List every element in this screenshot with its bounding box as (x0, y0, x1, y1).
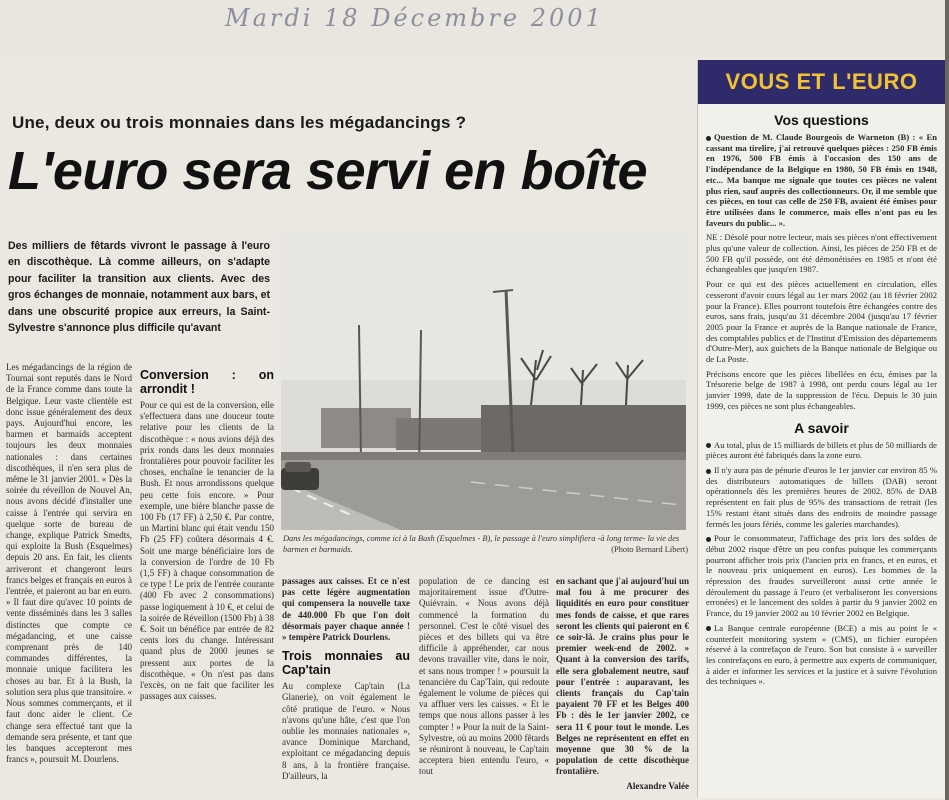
sidebar-vous-et-leuro (697, 60, 945, 798)
bullet-icon (706, 136, 711, 141)
article-kicker: Une, deux ou trois monnaies dans les mégadancings ? (12, 113, 467, 132)
column-1-text: Les mégadancings de la région de Tournai sont reputés dans le Nord de la France comme dans toute la Belgique. Leur vaste clientèle est donc issue généralement des deux pays. Aujourd'hui encore, les barmen et barmaids acceptent toujours les deux monnaies nationales : dans certaines discothèques, il n'en sera plus de même le 31 janvier 2001. « Dès la soirée du réveillon de Nouvel An, nous avons décidé d'installer une caisse à l'entrée qui servira en quelque sorte de bureau de change, explique Patrick Smedts, qui exploite la Bush (Esquelmes) depuis 20 ans. En fait, les clients arriveront et changeront leurs francs belges et français en euros à l'entrée, et paieront au bar en euro. » Il faut dire qu'avec 10 points de vente disséminés dans les 3 salles distinctes que compte ce mégadancing, et une caisse comprenant près de 140 commandes différentes, la monnaie unique facilitera les choses au bar. Et à la Bush, la solution sera plus que transitoire. « Nous sommes commerçants, et il faut donc aider le client. Ce change sera effectué tant que la demande sera présente, et tant que les banques accepteront mes francs », poursuit M. Dourlens. (6, 362, 132, 765)
asavoir-point (706, 623, 937, 687)
asavoir-point (706, 440, 937, 461)
asavoir-point-text: Pour le consommateur, l'affichage des prix lors des soldes de début 2002 risque d'être un peu confus puisque les commerçants pourront afficher trois prix (l'ancien prix en francs, et en euros, et le nouveau prix uniquement en euros). Les hommes de la répression des fraudes surveilleront aussi cette année le déroulement du passage à l'euro (et verbaliseront les conversions erronées) et le lancement des soldes à partir du 9 janvier 2002 en France, du 19 janvier 2002 au 10 février 2002 en Belgique. (706, 533, 937, 619)
article-photo (281, 230, 686, 530)
questions-body (698, 132, 945, 412)
subhead-conversion: Conversion : on arrondit ! (140, 368, 274, 396)
asavoir-point (706, 533, 937, 619)
sidebar-banner-title: VOUS ET L'EURO (725, 69, 918, 94)
article-column-4 (419, 576, 549, 800)
photo-credit: (Photo Bernard Libert) (611, 544, 688, 554)
caption-text: Dans les mégadancings, comme ici à la Bush (Esquelmes - B), le passage à l'euro simplifiera -à long terme- la vie des barmen et barmaids. (283, 534, 680, 554)
scan-edge (945, 0, 949, 800)
article-column-2 (140, 362, 274, 800)
asavoir-point-text: Il n'y aura pas de pénurie d'euros le 1er janvier car environ 85 % des distributeurs automatiques de billets (DAB) seront opérationnels dès les premières heures de 2002. 85% de DAB représentent en fait plus de 95% des transactions de retrait (les 15% restant étant situés dans des endroits de moindre passage fermés les jours fériés, comme les galeries marchandes). (706, 464, 937, 529)
asavoir-point (706, 465, 937, 529)
bullet-icon (706, 537, 711, 542)
column-3-text: passages aux caisses. Et ce n'est pas cette légère augmentation qui compensera la nouvelle taxe de 440.000 Fb que l'on doit désormais payer chaque année ! » tempère Patrick Dourlens. (282, 576, 410, 643)
bullet-icon (706, 469, 711, 474)
bullet-icon (706, 443, 711, 448)
article-lead: Des milliers de fêtards vivront le passage à l'euro en discothèque. Là comme ailleurs, on s'adapte pour faciliter la transition aux clients. Avec des gros échanges de monnaie, notamment aux bars, et dans une obscurité propice aux erreurs, la Saint-Sylvestre s'annonce plus difficile qu'avant (8, 240, 270, 335)
column-2-text: Pour ce qui est de la conversion, elle s'effectuera dans une douceur toute relative pour les clients de la discothèque : « nous avions déjà des prix ronds dans les deux monnaies frontalières pour pouvoir faciliter les choses, enchaîne le tenancier de la Bush. Et nous arrondissons quelque peu cette fois encore. » Pour exemple, une bière blanche passe de 100 Fb (17 FF) à 2,50 €. Par contre, un Martini blanc qui était vendu 150 Fb (25 FF) coûtera désormais 4 €. Soit une marge bénéficiaire lors de la conversion de l'ordre de 10 Fb (1,5 FF) à chaque consommation de ce type ! Le prix de l'entrée courante (400 Fb avec 2 consommations) passe logiquement à 10 €, et celui de la soirée de Réveillon (1500 Fb) à 38 €. Soit un bénéfice par entrée de 82 cents lors du change. Intéressant quand plus de 2000 jeunes se pressent aux portes de la discothèque. « On n'est pas dans l'excès, on ne fait que faciliter les passages aux caisses. (140, 400, 274, 702)
column-3b-text: Au complexe Cap'tain (La Glanerie), on voit également le côté pratique de l'euro. « Nous n'avons qu'une hâte, c'est que l'on oublie les monnaies nationales », avance Dominique Marchand, exploitant ce mégadancing depuis 8 ans, à la frontière française. D'ailleurs, la (282, 681, 410, 781)
reader-question (706, 132, 937, 228)
asavoir-title: A savoir (794, 419, 849, 436)
discotheque-street-photo (281, 230, 686, 530)
author-signature: Alexandre Valée (626, 780, 689, 791)
answer-paragraph-3: Précisons encore que les pièces libellées en écu, émises par la Trésorerie belge de 1987 à 1998, ont perdu cours légal au 1er janvier 1999, date de la suppression de l'écu. Depuis le 30 juin 1999, ces pièces ne sont plus échangeables. (706, 368, 937, 411)
answer-paragraph-1: NE : Désolé pour notre lecteur, mais ses pièces n'ont effectivement plus qu'une valeur de collection. Ainsi, les pièces de 250 FB et de 500 FB qu'il possède, ont été démonétisées en 1985 et n'ont été échangeables que jusqu'en 1987. (706, 232, 937, 275)
bullet-icon (706, 626, 711, 631)
article-column-5 (556, 576, 689, 800)
article-column-1 (6, 362, 132, 800)
article (0, 58, 695, 800)
asavoir-point-text: Au total, plus de 15 milliards de billets et plus de 50 milliards de pièces auront été fabriqués dans la zone euro. (706, 439, 937, 461)
reader-question-text: Question de M. Claude Bourgeois de Warneton (B) : « En cassant ma tirelire, j'ai retrouvé quelques pièces : 250 FB émis en 1976, 500 FB émis à l'occasion des 150 ans de l'indépendance de la Belgique en 1980, 50 FB émis en 1948, etc... Ma banque me signale que toutes ces pièces ne valent plus rien, sauf auprès des collectionneurs. Or, il me semble que ces pièces, en tout cas celle de 250 FB, avaient été émises pour être utilisées dans le commerce, mais elles n'ont pas eu les faveurs du public... ». (706, 132, 937, 228)
asavoir-point-text: La Banque centrale européenne (BCE) a mis au point le « counterfeit monitoring system » (CMS), un fichier européen réservé à la contrefaçon de l'euro. Son but consiste à « surveiller les contrefaçons en euro, à permettre aux experts de communiquer, à aider et informer les services et la justice et à suivre l'évolution des techniques ». (706, 622, 937, 687)
questions-title: Vos questions (774, 112, 869, 128)
answer-paragraph-2: Pour ce qui est des pièces actuellement en circulation, elles cesseront d'avoir cours légal au 1er mars 2002 (au 18 février 2002 pour la France). Elles pourront toutefois être échangées contre des euros, sans frais, jusqu'au 31 décembre 2004 (jusqu'au 17 février 2005 pour la France et auprès de la Banque nationale de France, des comptables publics et de l'Institut d'Emission des départements d'Outre-Mer), aux guichets de la Banque nationale de Belgique ou de La Poste. (706, 279, 937, 365)
newspaper-clipping (0, 58, 949, 800)
sidebar-banner (698, 60, 945, 104)
photo-caption (283, 534, 688, 555)
column-4-text: population de ce dancing est majoritairement issue d'Outre-Quiévrain. « Nous avons déjà commencé la formation du personnel. C'est le côté visuel des pièces et des billets qui va être difficile à appréhender, car nous devons travailler vite, dans le noir, et sans nous tromper ! » poursuit la tenancière du Cap'Tain, qui redoute également le volume de pièces qui va affluer vers les caisses. « Et le temps que nous allons passer à les compter ! » Pour la nuit de la Saint-Sylvestre, où au moins 2000 fêtards se réuniront à nouveau, le Cap'tain acceptera bien entendu l'euro, « tout (419, 576, 549, 777)
column-5-text: en sachant que j'ai aujourd'hui un mal fou à me procurer des liquidités en euro pour constituer mes fonds de caisse, et que rares seront les clients qui paieront en € ce soir-là. Je crains plus pour le premier week-end de 2002. » Quant à la conversion des tarifs, elle sera globalement neutre, sauf pour l'entrée : auparavant, les clients français du Cap'tain payaient 70 FF et les Belges 400 Fb : dès le 1er janvier 2002, ce sera 11 € pour tout le monde. Les Belges ne représentent en effet en moyenne que 30 % de la population de cette discothèque frontalière. (556, 576, 689, 777)
article-column-3 (282, 576, 410, 800)
handwritten-date: Mardi 18 Décembre 2001 (225, 4, 604, 32)
article-headline: L'euro sera servi en boîte (8, 141, 648, 201)
asavoir-body (698, 440, 945, 687)
subhead-captain: Trois monnaies au Cap'tain (282, 649, 410, 678)
